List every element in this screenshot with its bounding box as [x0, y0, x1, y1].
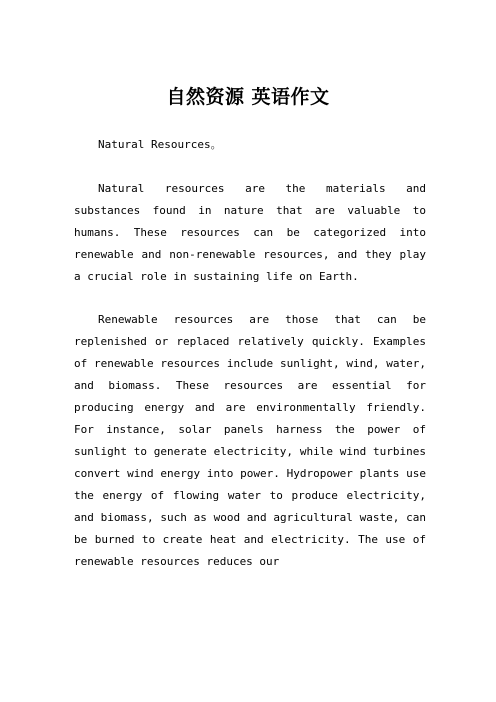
paragraph-2-block — [74, 309, 426, 573]
paragraph-2: Renewable resources are those that can be replenished or replaced relatively quickly. Examples of renewable resources include sunlight, wind, water, and biomass. These resources are essential for producing energy and are environmentally friendly. For instance, solar panels harness the power of sunlight to generate electricity, while wind turbines convert wind energy into power. Hydropower plants use the energy of flowing water to produce electricity, and biomass, such as wood and agricultural waste, can be burned to create heat and electricity. The use of renewable resources reduces our — [74, 313, 426, 568]
document-heading-block — [74, 134, 426, 156]
document-heading: Natural Resources。 — [98, 138, 222, 151]
paragraph-1-block — [74, 178, 426, 288]
document-title: 自然资源 英语作文 — [166, 86, 330, 108]
paragraph-1: Natural resources are the materials and substances found in nature that are valuable to humans. These resources can be categorized into renewable and non-renewable resources, and they play a crucial role in sustaining life on Earth. — [74, 182, 426, 283]
